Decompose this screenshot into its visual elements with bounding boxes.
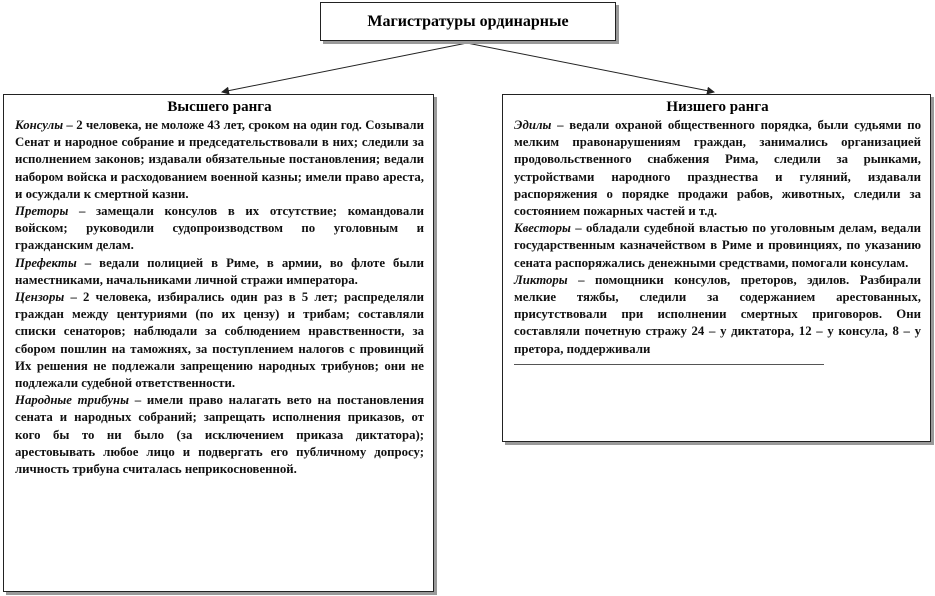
entry-tribunes: Народные трибуны – имели право налагать вето на постановления сената и народных собраний; запрещать исполнения приказов, от кого бы то ни было (за исключением приказа диктатора); арестовывать любое лицо и подвергать его публичному допросу; личность трибуна считалась неприкосновенной.: [15, 393, 425, 477]
entry-censors: Цензоры – 2 человека, избирались один раз в 5 лет; распределяли граждан между центуриями (по их цензу) и трибам; составляли списки сенаторов; наблюдали за соблюдением нравственности, за сбором пошлин на таможнях, за поступлением налогов с провинций Их решения не подлежали запрещению народных трибунов; они не подлежали судебной ответственности.: [15, 290, 424, 391]
higher-rank-heading: Высшего ранга: [167, 99, 272, 115]
arrow-to-lower-rank: [467, 43, 714, 92]
entry-aediles: Эдилы – ведали охраной общественного порядка, были судьями по мелким правонарушениям граждан, занимались организацией продовольственного снабжения Рима, следили за рынками, устройствами народного празднества и гуляний, издавали распоряжения о порядке продажи рабов, животных, следили за состоянием пожарных частей и т.д.: [514, 118, 921, 219]
title-box: [320, 2, 616, 41]
entry-lictors: Ликторы – помощники консулов, преторов, эдилов. Разбирали мелкие тяжбы, следили за содержанием арестованных, присутствовали при исполнении смертных приговоров. Они составляли почетную стражу 24 – у диктатора, 12 – у консула, 8 – у претора, поддерживали: [514, 272, 921, 356]
diagram-title: Магистратуры ординарные: [367, 12, 569, 30]
higher-rank-box: [3, 94, 434, 592]
entry-prefects: Префекты – ведали полицией в Риме, в армии, во флоте были наместниками, начальниками личной стражи императора.: [15, 255, 424, 287]
entry-consuls: Консулы – 2 человека, не моложе 43 лет, сроком на один год. Созывали Сенат и народное собрание и председательствовали в них; следили за исполнением законов; издавали обязательные постановления; ведали набором войска и расходованием военной казны; имели право ареста, и осуждали к смертной казни.: [15, 118, 424, 201]
entry-quaestors: Квесторы – обладали судебной властью по уголовным делам, ведали государственным казначейством в Риме и провинциях, по указанию сената распоряжались денежными средствами, помогали консулам.: [514, 221, 921, 270]
lower-rank-box: [502, 94, 931, 442]
lower-rank-heading: Низшего ранга: [666, 99, 769, 115]
cut-off-text-line: [514, 364, 824, 365]
entry-praetors: Преторы – замещали консулов в их отсутствие; командовали войском; руководили судопроизводством по уголовным и гражданским делам.: [15, 204, 424, 253]
arrow-to-higher-rank: [222, 43, 467, 92]
